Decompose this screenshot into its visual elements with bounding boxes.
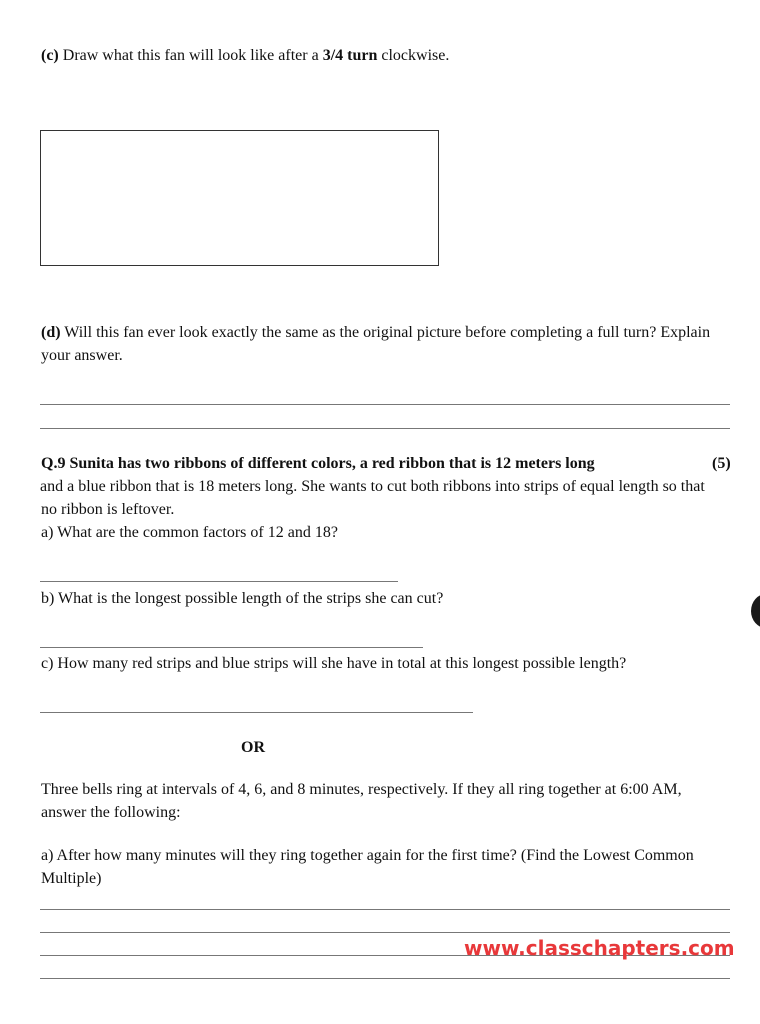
q9-part-c: c) How many red strips and blue strips will she have in total at this longest possible length?	[41, 655, 627, 672]
drawing-box[interactable]	[40, 130, 439, 266]
label: (d)	[41, 324, 61, 341]
bold-text: 3/4 turn	[322, 47, 378, 64]
alt-part-a: Multiple)	[41, 870, 102, 887]
alt-part-a: a) After how many minutes will they ring together again for the first time? (Find the Lowest Common	[41, 847, 694, 864]
question-d-line2: your answer.	[41, 347, 123, 364]
text: Will this fan ever look exactly the same as the original picture before completing a full turn? Explain	[60, 324, 711, 341]
text: Draw what this fan will look like after a	[58, 47, 323, 64]
answer-line[interactable]	[40, 581, 398, 582]
alt-question: answer the following:	[41, 804, 181, 821]
or-divider: OR	[241, 739, 265, 756]
answer-line[interactable]	[40, 712, 473, 713]
scroll-handle[interactable]	[751, 594, 760, 628]
text: clockwise.	[377, 47, 450, 64]
answer-line[interactable]	[40, 428, 730, 429]
q9-part-b: b) What is the longest possible length of the strips she can cut?	[41, 590, 444, 607]
q9-marks: (5)	[712, 455, 731, 472]
label: (c)	[41, 47, 59, 64]
answer-line[interactable]	[40, 932, 730, 933]
answer-line[interactable]	[40, 978, 730, 979]
q9-text: and a blue ribbon that is 18 meters long. She wants to cut both ribbons into strips of equal length so that	[40, 478, 705, 495]
question-d	[41, 323, 710, 343]
answer-line[interactable]	[40, 647, 423, 648]
question-c	[41, 46, 449, 66]
q9-text: no ribbon is leftover.	[41, 501, 175, 518]
q9-part-a: a) What are the common factors of 12 and 18?	[41, 524, 338, 541]
answer-line[interactable]	[40, 404, 730, 405]
alt-question: Three bells ring at intervals of 4, 6, and 8 minutes, respectively. If they all ring together at 6:00 AM,	[41, 781, 682, 798]
watermark: www.classchapters.com	[464, 936, 735, 960]
q9-heading: Q.9 Sunita has two ribbons of different colors, a red ribbon that is 12 meters long	[41, 455, 595, 472]
answer-line[interactable]	[40, 909, 730, 910]
